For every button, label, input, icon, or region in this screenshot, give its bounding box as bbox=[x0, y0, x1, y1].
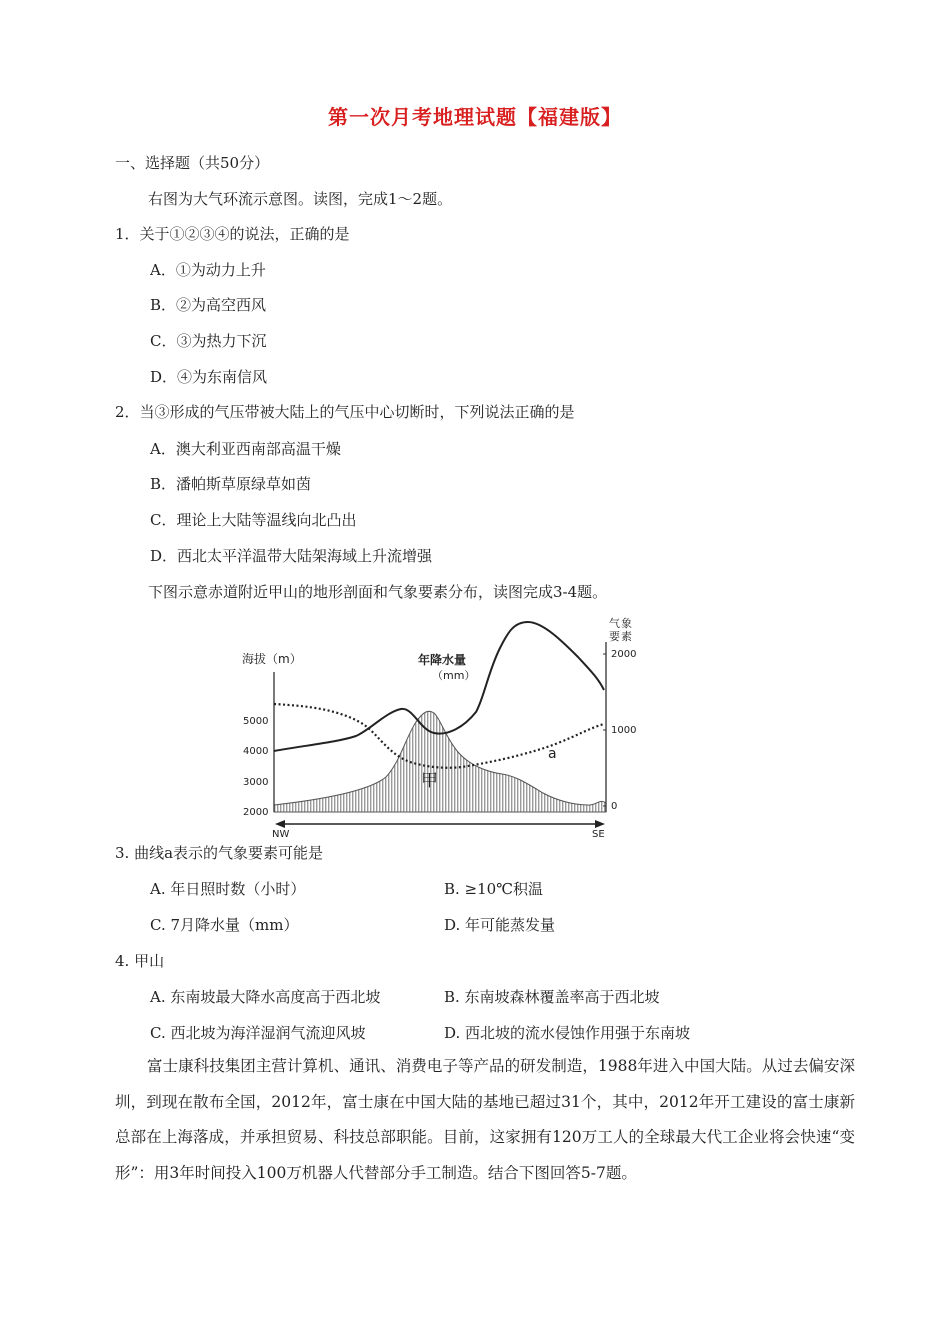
option-text: B. 东南坡森林覆盖率高于西北坡 bbox=[444, 988, 660, 1006]
option-text: A．澳大利亚西南部高温干燥 bbox=[150, 440, 341, 458]
right-tick-label: 2000 bbox=[611, 649, 637, 660]
intro-text: 右图为大气环流示意图。读图，完成1～2题。 bbox=[148, 190, 453, 208]
question-stem: 3. 曲线a表示的气象要素可能是 bbox=[115, 844, 324, 862]
option-text: B. ≥10℃积温 bbox=[444, 880, 543, 898]
right-axis-title: 素 bbox=[621, 630, 632, 643]
terrain-profile-figure bbox=[238, 612, 658, 842]
left-tick-label: 2000 bbox=[243, 807, 269, 818]
option-text: D. 西北坡的流水侵蚀作用强于东南坡 bbox=[444, 1024, 691, 1042]
option-text: C．理论上大陆等温线向北凸出 bbox=[150, 511, 357, 529]
se-label: SE bbox=[592, 829, 605, 840]
option-text: D. 年可能蒸发量 bbox=[444, 916, 556, 934]
left-tick-label: 4000 bbox=[243, 746, 269, 757]
option-text: D．西北太平洋温带大陆架海域上升流增强 bbox=[150, 547, 433, 565]
right-tick-label: 1000 bbox=[611, 725, 637, 736]
option-text: A. 年日照时数（小时） bbox=[150, 880, 306, 898]
option-text: A. 东南坡最大降水高度高于西北坡 bbox=[150, 988, 381, 1006]
left-axis-title: 海拔（m） bbox=[242, 652, 302, 666]
question-stem: 4. 甲山 bbox=[115, 952, 165, 970]
question-stem: 2．当③形成的气压带被大陆上的气压中心切断时，下列说法正确的是 bbox=[115, 403, 575, 421]
mountain-label: 甲 bbox=[421, 771, 438, 791]
intro-text: 下图示意赤道附近甲山的地形剖面和气象要素分布，读图完成3-4题。 bbox=[148, 583, 608, 601]
left-tick-label: 5000 bbox=[243, 716, 269, 727]
option-text: C. 西北坡为海洋湿润气流迎风坡 bbox=[150, 1024, 366, 1042]
question-stem: 1．关于①②③④的说法，正确的是 bbox=[115, 225, 350, 243]
option-text: B．潘帕斯草原绿草如茵 bbox=[150, 475, 312, 493]
option-text: C．③为热力下沉 bbox=[150, 332, 267, 350]
left-tick-label: 3000 bbox=[243, 777, 269, 788]
curve-a-label: a bbox=[548, 746, 557, 762]
option-text: B．②为高空西风 bbox=[150, 296, 267, 314]
option-text: A．①为动力上升 bbox=[150, 261, 266, 279]
page-title: 第一次月考地理试题【福建版】 bbox=[328, 105, 622, 129]
precipitation-unit-label: （mm） bbox=[432, 669, 476, 682]
right-axis-title: 象 bbox=[621, 617, 632, 630]
option-text: D．④为东南信风 bbox=[150, 368, 268, 386]
reading-passage: 富士康科技集团主营计算机、通讯、消费电子等产品的研发制造，1988年进入中国大陆。从过去偏安深圳，到现在散布全国，2012年，富士康在中国大陆的基地已超过31个，其中，2012年开工建设的富士康新总部在上海落成，并承担贸易、科技总部职能。目前，这家拥有120万工人的全球最大代工企业将会快速“变形”：用3年时间投入100万机器人代替部分手工制造。结合下图回答5-7题。 bbox=[115, 1057, 855, 1182]
right-tick-label: 0 bbox=[611, 801, 618, 812]
nw-label: NW bbox=[272, 829, 290, 840]
section-heading: 一、选择题（共50分） bbox=[115, 154, 270, 172]
precipitation-label: 年降水量 bbox=[418, 653, 467, 667]
right-axis-title: 要 bbox=[609, 630, 620, 643]
right-axis-title: 气 bbox=[609, 617, 620, 630]
option-text: C. 7月降水量（mm） bbox=[150, 916, 299, 934]
